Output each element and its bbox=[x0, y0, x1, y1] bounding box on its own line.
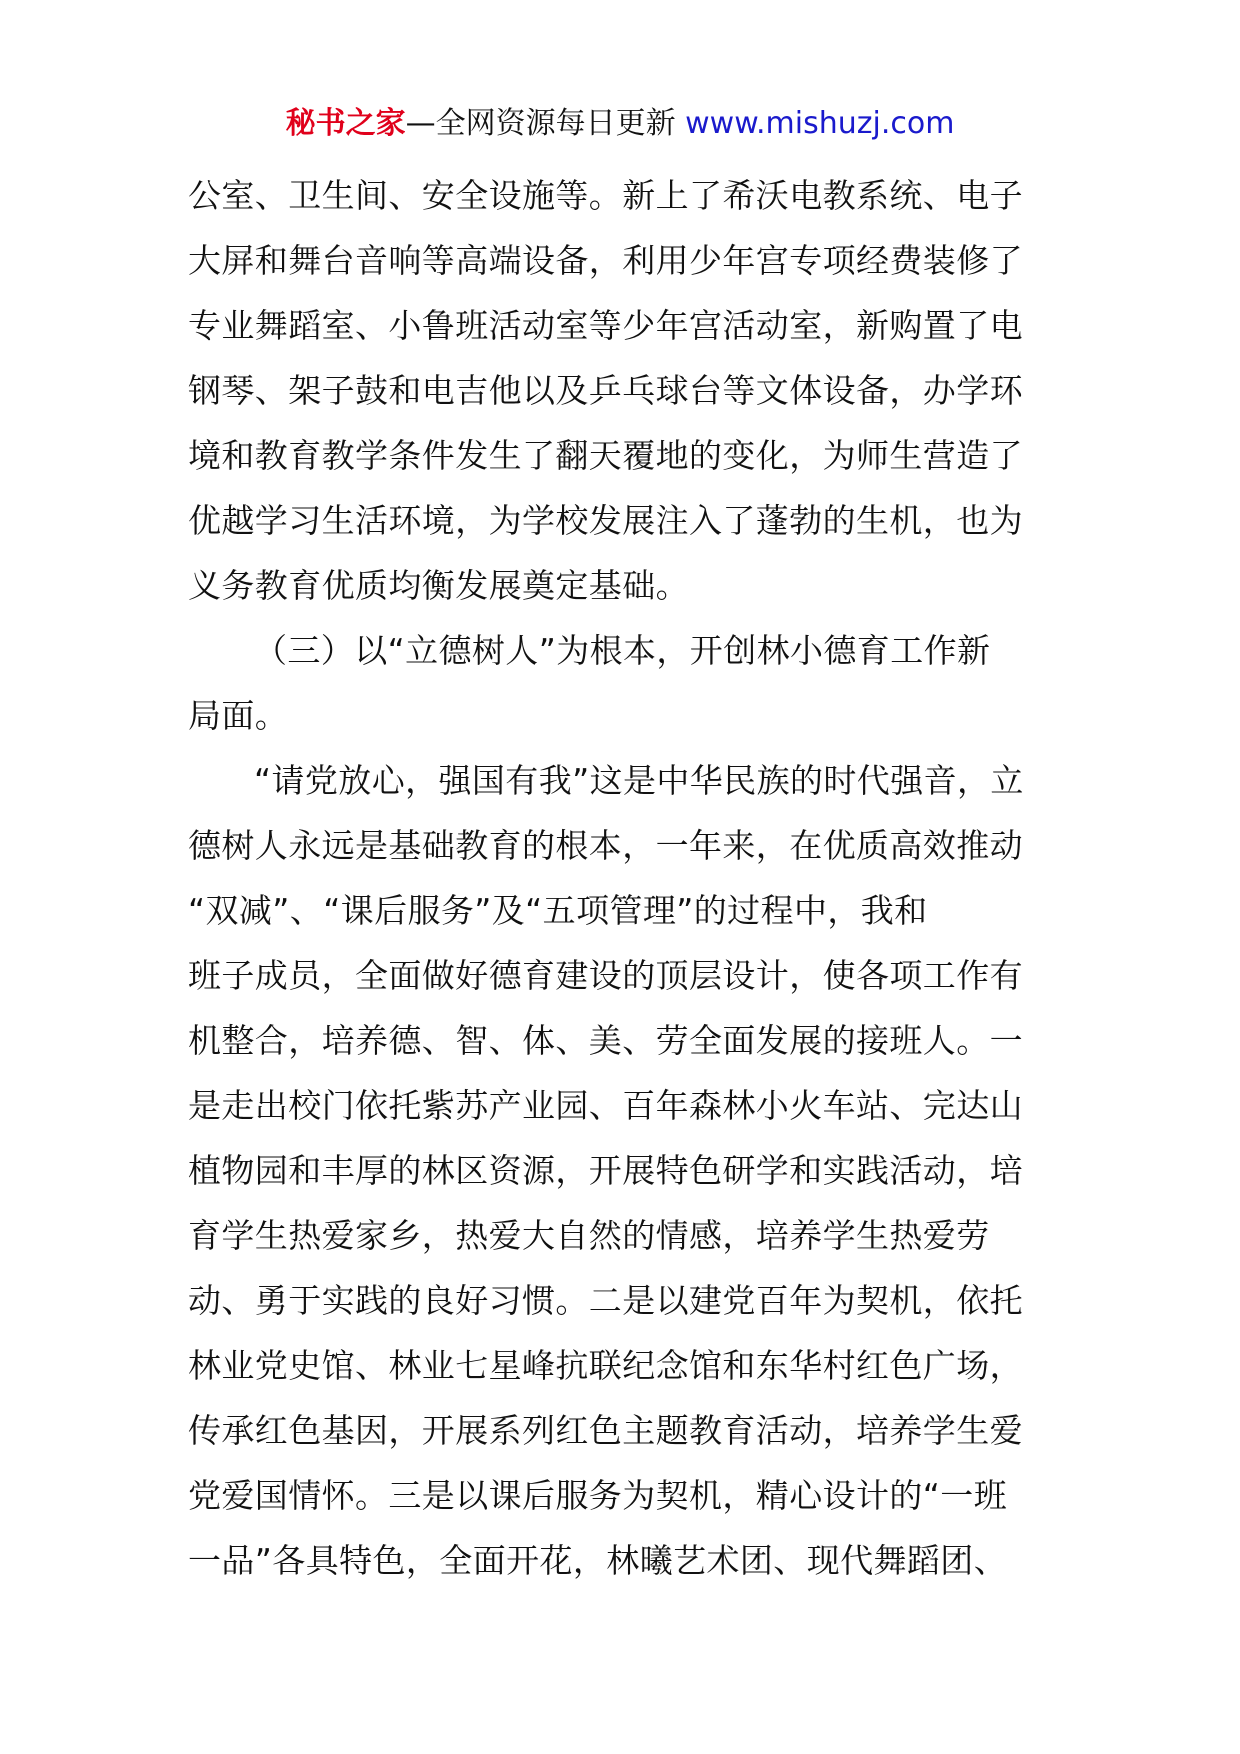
text-line: 公室、卫生间、安全设施等。新上了希沃电教系统、电子 bbox=[188, 176, 1023, 215]
text-line: “双减”、“课后服务”及“五项管理”的过程中，我和 bbox=[188, 891, 928, 930]
text-line: 义务教育优质均衡发展奠定基础。 bbox=[188, 566, 689, 605]
text-line: 一品”各具特色，全面开花，林曦艺术团、现代舞蹈团、 bbox=[188, 1541, 1008, 1580]
text-line: 班子成员，全面做好德育建设的顶层设计，使各项工作有 bbox=[188, 956, 1023, 995]
page-header bbox=[0, 104, 1240, 144]
text-line: 党爱国情怀。三是以课后服务为契机，精心设计的“一班 bbox=[188, 1476, 1008, 1515]
paragraph-start-line: “请党放心，强国有我”这是中华民族的时代强音，立 bbox=[254, 761, 1024, 800]
text-line: 育学生热爱家乡，热爱大自然的情感，培养学生热爱劳 bbox=[188, 1216, 990, 1255]
text-line: 动、勇于实践的良好习惯。二是以建党百年为契机，依托 bbox=[188, 1281, 1023, 1320]
text-line: 植物园和丰厚的林区资源，开展特色研学和实践活动，培 bbox=[188, 1151, 1023, 1190]
text-line: 大屏和舞台音响等高端设备，利用少年宫专项经费装修了 bbox=[188, 241, 1023, 280]
document-body bbox=[188, 163, 1058, 1593]
site-tagline: —全网资源每日更新 bbox=[405, 106, 676, 141]
section-heading-line: （三）以“立德树人”为根本，开创林小德育工作新 bbox=[254, 631, 991, 670]
text-line: 钢琴、架子鼓和电吉他以及乒乓球台等文体设备，办学环 bbox=[188, 371, 1023, 410]
text-line: 林业党史馆、林业七星峰抗联纪念馆和东华村红色广场， bbox=[188, 1346, 1023, 1385]
text-line: 是走出校门依托紫苏产业园、百年森林小火车站、完达山 bbox=[188, 1086, 1023, 1125]
section-heading-line: 局面。 bbox=[188, 696, 289, 735]
text-line: 机整合，培养德、智、体、美、劳全面发展的接班人。一 bbox=[188, 1021, 1023, 1060]
text-line: 优越学习生活环境，为学校发展注入了蓬勃的生机，也为 bbox=[188, 501, 1023, 540]
text-line: 专业舞蹈室、小鲁班活动室等少年宫活动室，新购置了电 bbox=[188, 306, 1023, 345]
text-line: 传承红色基因，开展系列红色主题教育活动，培养学生爱 bbox=[188, 1411, 1023, 1450]
text-line: 境和教育教学条件发生了翻天覆地的变化，为师生营造了 bbox=[188, 436, 1023, 475]
site-brand: 秘书之家 bbox=[285, 106, 406, 141]
site-url-link[interactable]: www.mishuzj.com bbox=[685, 106, 955, 141]
text-line: 德树人永远是基础教育的根本，一年来，在优质高效推动 bbox=[188, 826, 1023, 865]
